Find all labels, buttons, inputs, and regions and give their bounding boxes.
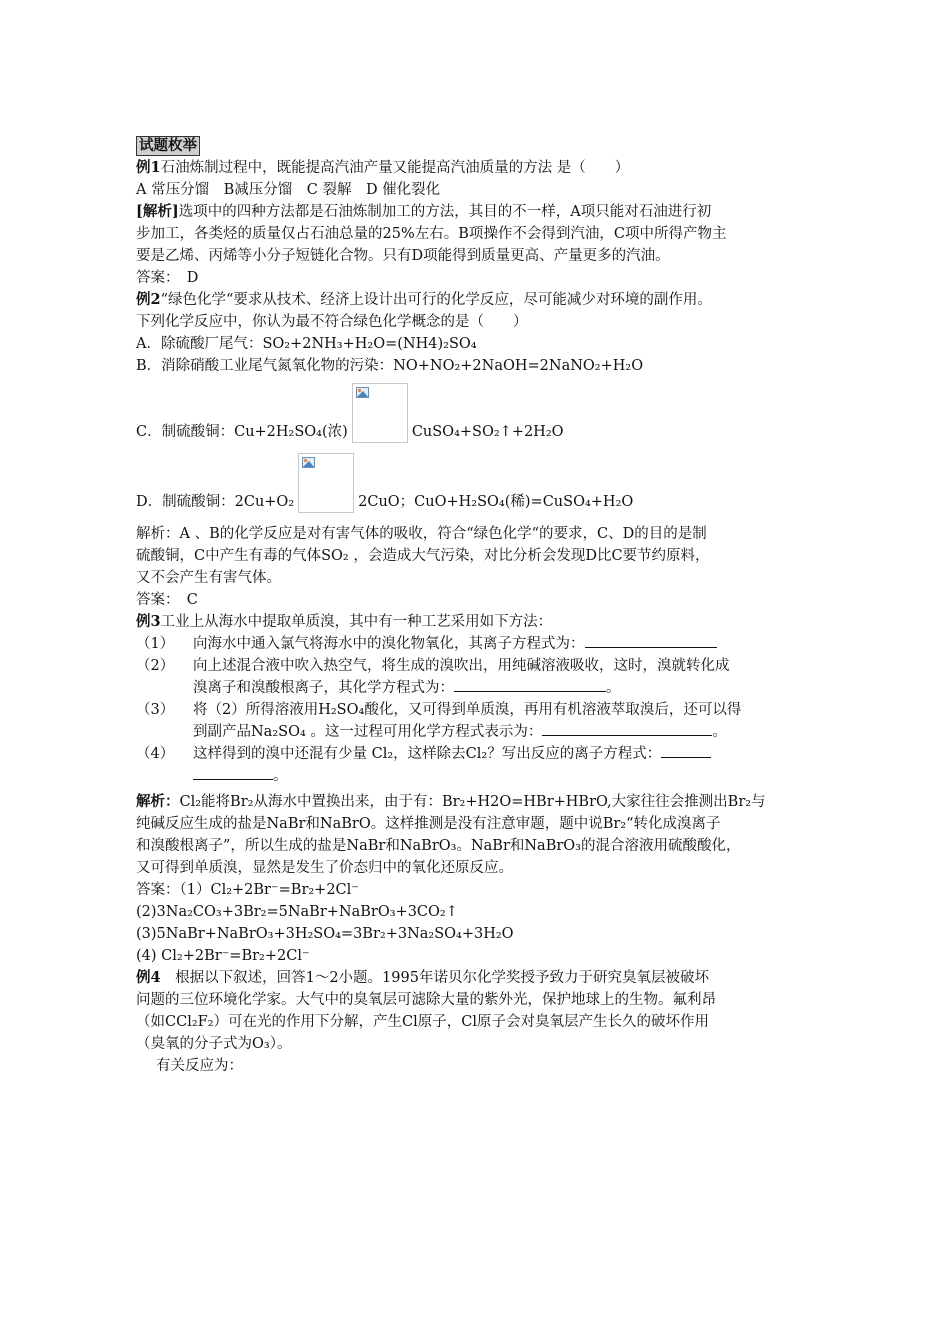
- answer-blank: [193, 765, 273, 780]
- ex3-answer-1: 答案：（1）Cl₂+2Br⁻=Br₂+2Cl⁻: [136, 882, 359, 898]
- ex3-item-2: [136, 655, 826, 699]
- ex1-label: 例1: [136, 159, 161, 176]
- ex4-label: 例4: [136, 969, 161, 986]
- ex3-item-number: （4）: [136, 746, 175, 762]
- document-page: [136, 135, 826, 1077]
- ex3-item-text: 向上述混合液中吹入热空气，将生成的溴吹出，用纯碱溶液吸收，这时，溴就转化成: [193, 658, 730, 674]
- ex2-option-d-right: 2CuO；CuO+H₂SO₄(稀)=CuSO₄+H₂O: [358, 494, 634, 510]
- ex3-item-text: 到副产品Na₂SO₄ 。这一过程可用化学方程式表示为：: [193, 724, 543, 740]
- ex3-label: 例3: [136, 613, 161, 630]
- ex3-analysis-3: 和溴酸根离子”，所以生成的盐是NaBr和NaBrO₃。NaBr和NaBrO₃的混合溶液用硫酸酸化，: [136, 838, 741, 854]
- ex3-item-4: [136, 743, 826, 787]
- ex1-analysis-text: 选项中的四种方法都是石油炼制加工的方法，其目的不一样，A项只能对石油进行初: [178, 204, 712, 220]
- ex2-option-c-left: C．制硫酸铜：Cu+2H₂SO₄(浓): [136, 424, 348, 440]
- ex3-item-number: （3）: [136, 702, 175, 718]
- ex3-item-3: [136, 699, 826, 743]
- ex3-analysis-1: [136, 791, 826, 813]
- ex4-text-1: [136, 967, 826, 989]
- ex1-question: [136, 157, 826, 179]
- ex2-label: 例2: [136, 291, 161, 308]
- ex2-analysis-2: 硫酸铜，C中产生有毒的气体SO₂ ，会造成大气污染，对比分析会发现D比C要节约原料，: [136, 548, 710, 564]
- ex3-answer-2: (2)3Na₂CO₃+3Br₂=5NaBr+NaBrO₃+3CO₂↑: [136, 904, 458, 920]
- ex3-analysis-text: Cl₂能将Br₂从海水中置换出来，由于有：Br₂+H2O=HBr+HBrO,大家往往会推测出Br₂与: [179, 794, 766, 810]
- ex1-analysis-label: [解析]: [136, 203, 179, 220]
- section-heading: 试题枚举: [136, 136, 200, 156]
- ex3-answer-3: (3)5NaBr+NaBrO₃+3H₂SO₄=3Br₂+3Na₂SO₄+3H₂O: [136, 926, 514, 942]
- ex3-item-end: 。: [273, 768, 288, 784]
- ex4-text-4: （臭氧的分子式为O₃）。: [136, 1036, 292, 1052]
- ex3-item-end: 。: [712, 724, 727, 740]
- ex1-question-text: 石油炼制过程中，既能提高汽油产量又能提高汽油质量的方法 是（ ）: [160, 160, 630, 176]
- ex3-analysis-4: 又可得到单质溴，显然是发生了价态归中的氧化还原反应。: [136, 860, 513, 876]
- ex3-analysis-label: 解析：: [136, 793, 180, 810]
- ex2-option-b: B．消除硝酸工业尾气氮氧化物的污染：NO+NO₂+2NaOH=2NaNO₂+H₂O: [136, 358, 644, 374]
- ex1-answer: 答案： D: [136, 270, 199, 286]
- ex4-tail: 有关反应为：: [156, 1058, 243, 1074]
- broken-image-icon: [298, 453, 354, 513]
- ex2-option-c: [136, 377, 826, 443]
- ex3-item-number: （1）: [136, 636, 175, 652]
- ex3-answer-4: (4) Cl₂+2Br⁻=Br₂+2Cl⁻: [136, 948, 310, 964]
- ex3-item-text: 溴离子和溴酸根离子，其化学方程式为：: [193, 680, 454, 696]
- ex3-intro: [136, 611, 826, 633]
- ex2-analysis-3: 又不会产生有害气体。: [136, 570, 281, 586]
- ex2-option-a: A．除硫酸厂尾气：SO₂+2NH₃+H₂O=(NH4)₂SO₄: [136, 336, 477, 352]
- ex2-analysis-1: 解析：A 、B的化学反应是对有害气体的吸收，符合“绿色化学“的要求，C、D的目的是制: [136, 526, 707, 542]
- ex3-analysis-2: 纯碱反应生成的盐是NaBr和NaBrO。这样推测是没有注意审题，题中说Br₂“转化成溴离子: [136, 816, 721, 832]
- answer-blank: [661, 743, 711, 758]
- ex1-options: A 常压分馏 B减压分馏 C 裂解 D 催化裂化: [136, 182, 441, 198]
- ex4-text: 根据以下叙述，回答1～2小题。1995年诺贝尔化学奖授予致力于研究臭氧层被破坏: [160, 970, 709, 986]
- ex4-text-3: （如CCl₂F₂）可在光的作用下分解，产生Cl原子，Cl原子会对臭氧层产生长久的破坏作用: [136, 1014, 709, 1030]
- ex3-item-number: （2）: [136, 658, 175, 674]
- ex2-answer: 答案： C: [136, 592, 198, 608]
- ex2-question-1: [136, 289, 826, 311]
- ex3-item-end: 。: [606, 680, 621, 696]
- ex3-item-text: 向海水中通入氯气将海水中的溴化物氧化，其离子方程式为：: [193, 636, 585, 652]
- ex2-option-d: [136, 447, 826, 513]
- ex2-option-d-left: D．制硫酸铜：2Cu+O₂: [136, 494, 295, 510]
- ex1-analysis-1: [136, 201, 826, 223]
- ex3-intro-text: 工业上从海水中提取单质溴，其中有一种工艺采用如下方法：: [160, 614, 553, 630]
- answer-blank: [454, 677, 606, 692]
- ex2-question-text: “绿色化学“要求从技术、经济上设计出可行的化学反应，尽可能减少对环境的副作用。: [160, 292, 712, 308]
- ex2-option-c-right: CuSO₄+SO₂↑+2H₂O: [411, 424, 564, 440]
- ex3-item-text: 将（2）所得溶液用H₂SO₄酸化，又可得到单质溴，再用有机溶液萃取溴后，还可以得: [193, 702, 742, 718]
- answer-blank: [585, 633, 717, 648]
- ex4-text-2: 问题的三位环境化学家。大气中的臭氧层可滤除大量的紫外光，保护地球上的生物。氟利昂: [136, 992, 716, 1008]
- broken-image-icon: [352, 383, 408, 443]
- answer-blank: [542, 721, 712, 736]
- ex2-question-2: 下列化学反应中，你认为最不符合绿色化学概念的是（ ）: [136, 314, 528, 330]
- ex3-item-1: [136, 633, 826, 655]
- ex1-analysis-2: 步加工，各类烃的质量仅占石油总量的25%左右。B项操作不会得到汽油，C项中所得产物主: [136, 226, 727, 242]
- ex1-analysis-3: 要是乙烯、丙烯等小分子短链化合物。只有D项能得到质量更高、产量更多的汽油。: [136, 248, 670, 264]
- ex3-item-text: 这样得到的溴中还混有少量 Cl₂，这样除去Cl₂？写出反应的离子方程式：: [193, 746, 662, 762]
